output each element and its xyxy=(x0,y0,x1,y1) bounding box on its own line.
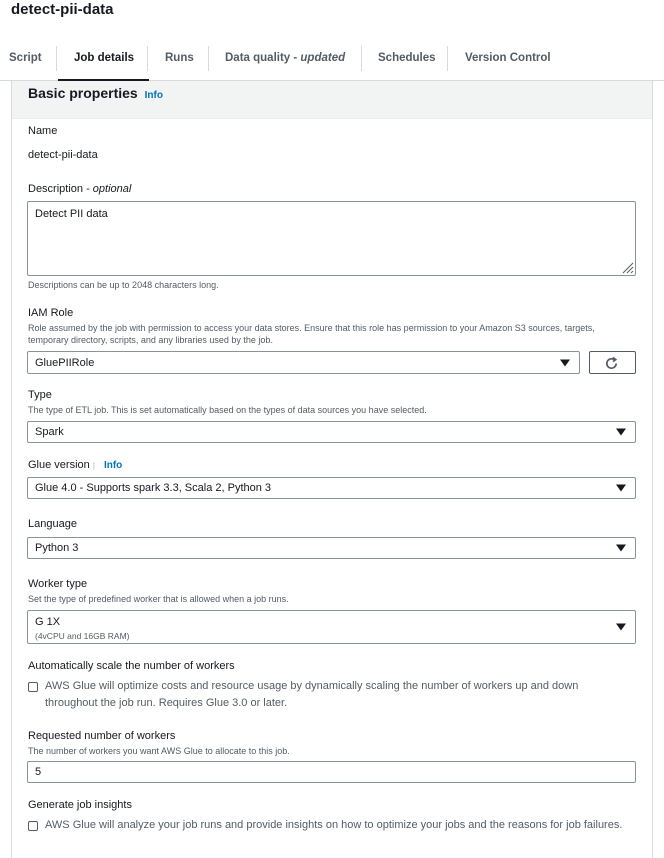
description-hint: Descriptions can be up to 2048 characters long. xyxy=(28,280,219,290)
auto-scale-label: Automatically scale the number of workers xyxy=(28,660,235,672)
name-value: detect-pii-data xyxy=(28,149,98,161)
description-label xyxy=(28,183,131,195)
description-label-text: Description - xyxy=(28,183,93,195)
tab-divider xyxy=(208,46,209,71)
tab-data-quality-status: updated xyxy=(300,52,346,64)
glue-version-label xyxy=(28,459,122,471)
glue-version-label-text: Glue version xyxy=(28,459,90,471)
resize-grip-icon[interactable] xyxy=(620,260,634,274)
basic-properties-panel xyxy=(11,81,653,858)
panel-header xyxy=(12,81,652,119)
iam-role-label: IAM Role xyxy=(28,307,74,319)
description-optional-text: optional xyxy=(92,183,132,195)
glue-version-info-link[interactable]: Info xyxy=(103,460,123,471)
tab-divider xyxy=(147,46,148,71)
caret-down-icon xyxy=(616,624,626,631)
iam-role-select[interactable] xyxy=(27,351,580,374)
worker-type-select[interactable] xyxy=(27,610,636,644)
type-label: Type xyxy=(28,389,52,401)
glue-version-select[interactable] xyxy=(27,477,636,499)
page-title: detect-pii-data xyxy=(11,1,114,18)
auto-scale-description: AWS Glue will optimize costs and resource usage by dynamically scaling the number of workers up and down throughout the job run. Requires Glue 3.0 or later. xyxy=(45,680,579,709)
tab-bar xyxy=(0,41,664,81)
glue-version-value: Glue 4.0 - Supports spark 3.3, Scala 2, Python 3 xyxy=(35,482,272,494)
tab-job-details[interactable]: Job details xyxy=(74,41,134,81)
worker-type-detail: (4vCPU and 16GB RAM) xyxy=(35,631,130,641)
type-select[interactable] xyxy=(27,421,636,443)
name-label: Name xyxy=(28,125,58,137)
worker-type-value: G 1X xyxy=(35,616,61,628)
worker-type-hint: Set the type of predefined worker that is allowed when a job runs. xyxy=(28,594,289,604)
iam-role-value: GluePIIRole xyxy=(35,356,95,369)
panel-info-link[interactable]: Info xyxy=(144,90,163,101)
job-insights-description: AWS Glue will analyze your job runs and provide insights on how to optimize your jobs and the reasons for job failures. xyxy=(45,819,623,831)
iam-role-hint: Role assumed by the job with permission to access your data stores. Ensure that this role has permission to your Amazon S3 sources, targets, temporary directory, scripts, and any libraries used by the job. xyxy=(28,323,595,345)
tab-runs[interactable]: Runs xyxy=(165,52,194,64)
tab-data-quality[interactable] xyxy=(225,41,345,81)
worker-type-label: Worker type xyxy=(28,578,88,590)
tab-divider xyxy=(447,46,448,71)
tab-schedules[interactable]: Schedules xyxy=(378,52,436,64)
type-hint: The type of ETL job. This is set automatically based on the types of data sources you have selected. xyxy=(28,405,427,415)
workers-hint: The number of workers you want AWS Glue to allocate to this job. xyxy=(28,746,290,756)
language-value: Python 3 xyxy=(35,542,79,554)
panel-title-text: Basic properties xyxy=(28,85,138,101)
description-value: Detect PII data xyxy=(35,208,108,220)
caret-down-icon xyxy=(616,429,626,436)
job-insights-checkbox[interactable] xyxy=(28,821,38,831)
tab-version-control[interactable]: Version Control xyxy=(465,52,551,64)
job-insights-label: Generate job insights xyxy=(28,799,132,811)
tab-data-quality-label: Data quality - xyxy=(225,52,301,64)
panel-title xyxy=(28,85,163,101)
language-select[interactable] xyxy=(27,537,636,559)
refresh-icon xyxy=(604,356,619,371)
caret-down-icon xyxy=(616,485,626,492)
description-textarea[interactable] xyxy=(27,201,636,276)
workers-label: Requested number of workers xyxy=(28,730,176,742)
type-value: Spark xyxy=(35,426,64,438)
tab-divider xyxy=(56,46,57,71)
workers-input[interactable]: 5 xyxy=(27,761,636,783)
language-label: Language xyxy=(28,518,77,530)
caret-down-icon xyxy=(616,545,626,552)
refresh-iam-roles-button[interactable] xyxy=(589,351,636,374)
tab-script[interactable]: Script xyxy=(9,52,42,64)
caret-down-icon xyxy=(560,359,570,366)
separator-dot: | xyxy=(92,461,95,470)
tab-divider xyxy=(361,46,362,71)
auto-scale-checkbox[interactable] xyxy=(28,682,38,692)
